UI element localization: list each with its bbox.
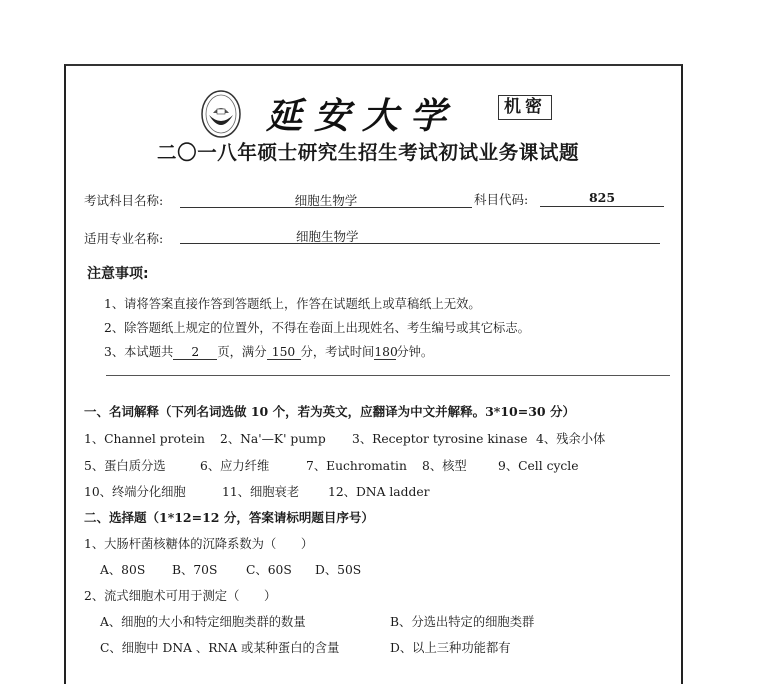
notice-item-2: 2、除答题纸上规定的位置外，不得在卷面上出现姓名、考生编号或其它标志。	[104, 321, 530, 335]
separator-line	[106, 375, 670, 376]
university-emblem-icon	[200, 89, 242, 139]
subject-value: 细胞生物学	[180, 191, 472, 208]
term: 10、终端分化细胞	[84, 485, 186, 499]
notice-item-1: 1、请将答案直接作答到答题纸上，作答在试题纸上或草稿纸上无效。	[104, 297, 481, 311]
major-label: 适用专业名称:	[84, 231, 164, 246]
section2-heading: 二、选择题（1*12=12 分，答案请标明题目序号）	[84, 510, 374, 525]
question-1-stem: 1、大肠杆菌核糖体的沉降系数为（ ）	[84, 537, 314, 551]
term: 6、应力纤维	[200, 459, 270, 473]
option: A、细胞的大小和特定细胞类群的数量	[100, 615, 306, 629]
notice-heading: 注意事项:	[87, 266, 149, 282]
option: B、分选出特定的细胞类群	[390, 615, 535, 629]
page-count: 2	[173, 345, 217, 360]
option: C、细胞中 DNA 、RNA 或某种蛋白的含量	[100, 641, 340, 655]
subject-label: 考试科目名称:	[84, 193, 164, 208]
option: D、50S	[315, 563, 362, 577]
term: 3、Receptor tyrosine kinase	[352, 432, 528, 446]
question-2-stem: 2、流式细胞术可用于测定（ ）	[84, 589, 277, 603]
term: 9、Cell cycle	[498, 459, 579, 473]
notice-item-3-text-c: 分，考试时间	[300, 345, 375, 359]
exam-title: 二〇一八年硕士研究生招生考试初试业务课试题	[157, 141, 580, 164]
full-score: 150	[267, 345, 301, 360]
option: A、80S	[100, 563, 146, 577]
term: 5、蛋白质分选	[84, 459, 166, 473]
major-value	[180, 227, 660, 244]
notice-item-3	[104, 342, 433, 360]
term: 12、DNA ladder	[328, 485, 430, 499]
term: 7、Euchromatin	[306, 459, 407, 473]
code-label: 科目代码:	[474, 192, 529, 207]
confidential-stamp: 机密	[498, 95, 552, 120]
university-name: 延安大学	[266, 95, 459, 137]
term: 11、细胞衰老	[222, 485, 300, 499]
code-value: 825	[540, 190, 664, 207]
term: 8、核型	[422, 459, 467, 473]
term: 1、Channel protein	[84, 432, 205, 446]
option: D、以上三种功能都有	[390, 641, 511, 655]
notice-item-3-text-a: 3、本试题共	[104, 345, 174, 359]
notice-item-3-text-d: 分钟。	[396, 345, 434, 359]
major-value-text: 细胞生物学	[296, 229, 359, 244]
section1-heading: 一、名词解释（下列名词选做 10 个，若为英文，应翻译为中文并解释。3*10=30 分）	[84, 404, 575, 419]
option: B、70S	[172, 563, 218, 577]
notice-item-3-text-b: 页，满分	[217, 345, 267, 359]
exam-minutes: 180	[374, 345, 398, 359]
term: 2、Na'—K' pump	[220, 432, 326, 446]
option: C、60S	[246, 563, 292, 577]
term: 4、残余小体	[536, 432, 606, 446]
